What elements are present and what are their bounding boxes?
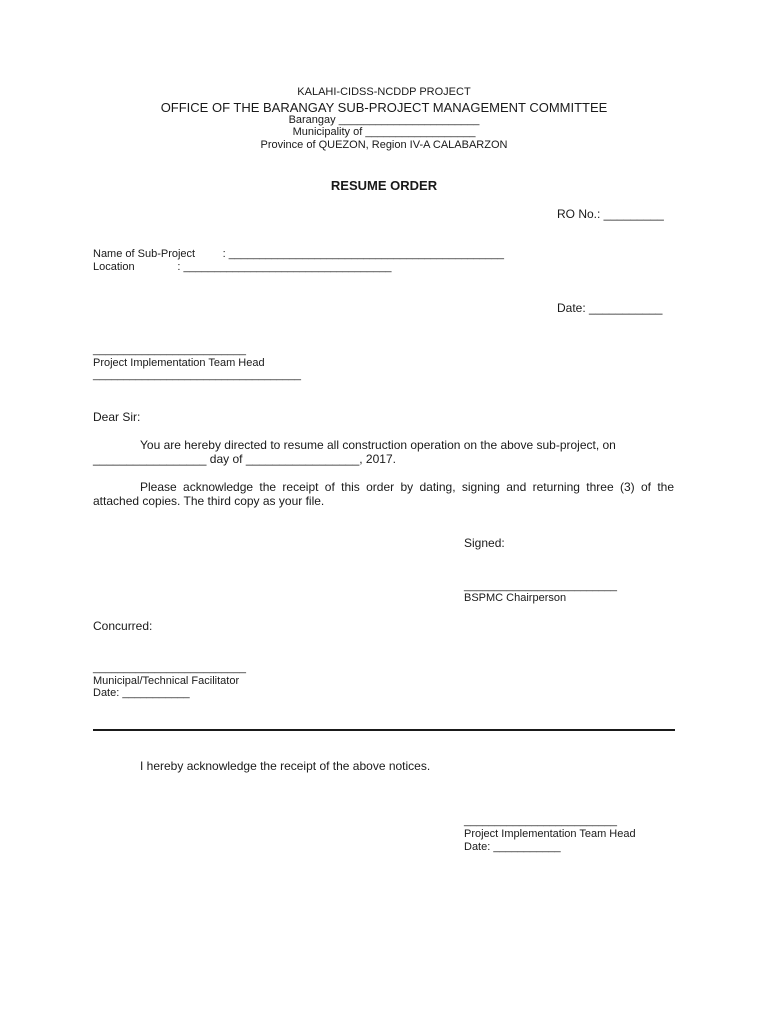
body-paragraph-1-line-2: _________________ day of _________________, 2017.	[93, 452, 396, 466]
acknowledgement-title: Project Implementation Team Head	[464, 828, 636, 840]
project-name: KALAHI-CIDSS-NCDDP PROJECT	[297, 86, 471, 98]
signed-title: BSPMC Chairperson	[464, 592, 567, 604]
office-name: OFFICE OF THE BARANGAY SUB-PROJECT MANAGEMENT COMMITTEE	[160, 100, 608, 115]
concurred-label: Concurred:	[93, 619, 153, 633]
document-title: RESUME ORDER	[330, 178, 438, 193]
concurred-signature-line: _________________________	[93, 662, 246, 674]
signed-signature-line: _________________________	[464, 580, 617, 592]
addressee-title: Project Implementation Team Head	[93, 357, 265, 369]
addressee-name-line: __________________________________	[93, 369, 302, 381]
acknowledgement-text: I hereby acknowledge the receipt of the above notices.	[140, 759, 431, 773]
date-field: Date: ___________	[557, 301, 663, 315]
acknowledgement-signature-line: _________________________	[464, 815, 617, 827]
municipality-line: Municipality of __________________	[292, 126, 476, 138]
subproject-name-field: Name of Sub-Project : _____________________________________________	[93, 248, 505, 260]
addressee-signature-line: _________________________	[93, 344, 246, 356]
location-field: Location : __________________________________	[93, 261, 392, 273]
ro-number-field: RO No.: _________	[557, 207, 664, 221]
province-line: Province of QUEZON, Region IV-A CALABARZON	[260, 139, 508, 151]
acknowledgement-date: Date: ___________	[464, 841, 561, 853]
barangay-line: Barangay _______________________	[288, 114, 480, 126]
section-divider	[93, 729, 675, 731]
concurred-date: Date: ___________	[93, 687, 190, 699]
concurred-title: Municipal/Technical Facilitator	[93, 675, 240, 687]
body-paragraph-1-line-1: You are hereby directed to resume all construction operation on the above sub-project, on	[140, 438, 616, 452]
salutation: Dear Sir:	[93, 410, 141, 424]
body-paragraph-2: Please acknowledge the receipt of this order by dating, signing and returning three (3) of the attached copies. The third copy as your file.	[93, 480, 674, 508]
signed-label: Signed:	[464, 536, 505, 550]
